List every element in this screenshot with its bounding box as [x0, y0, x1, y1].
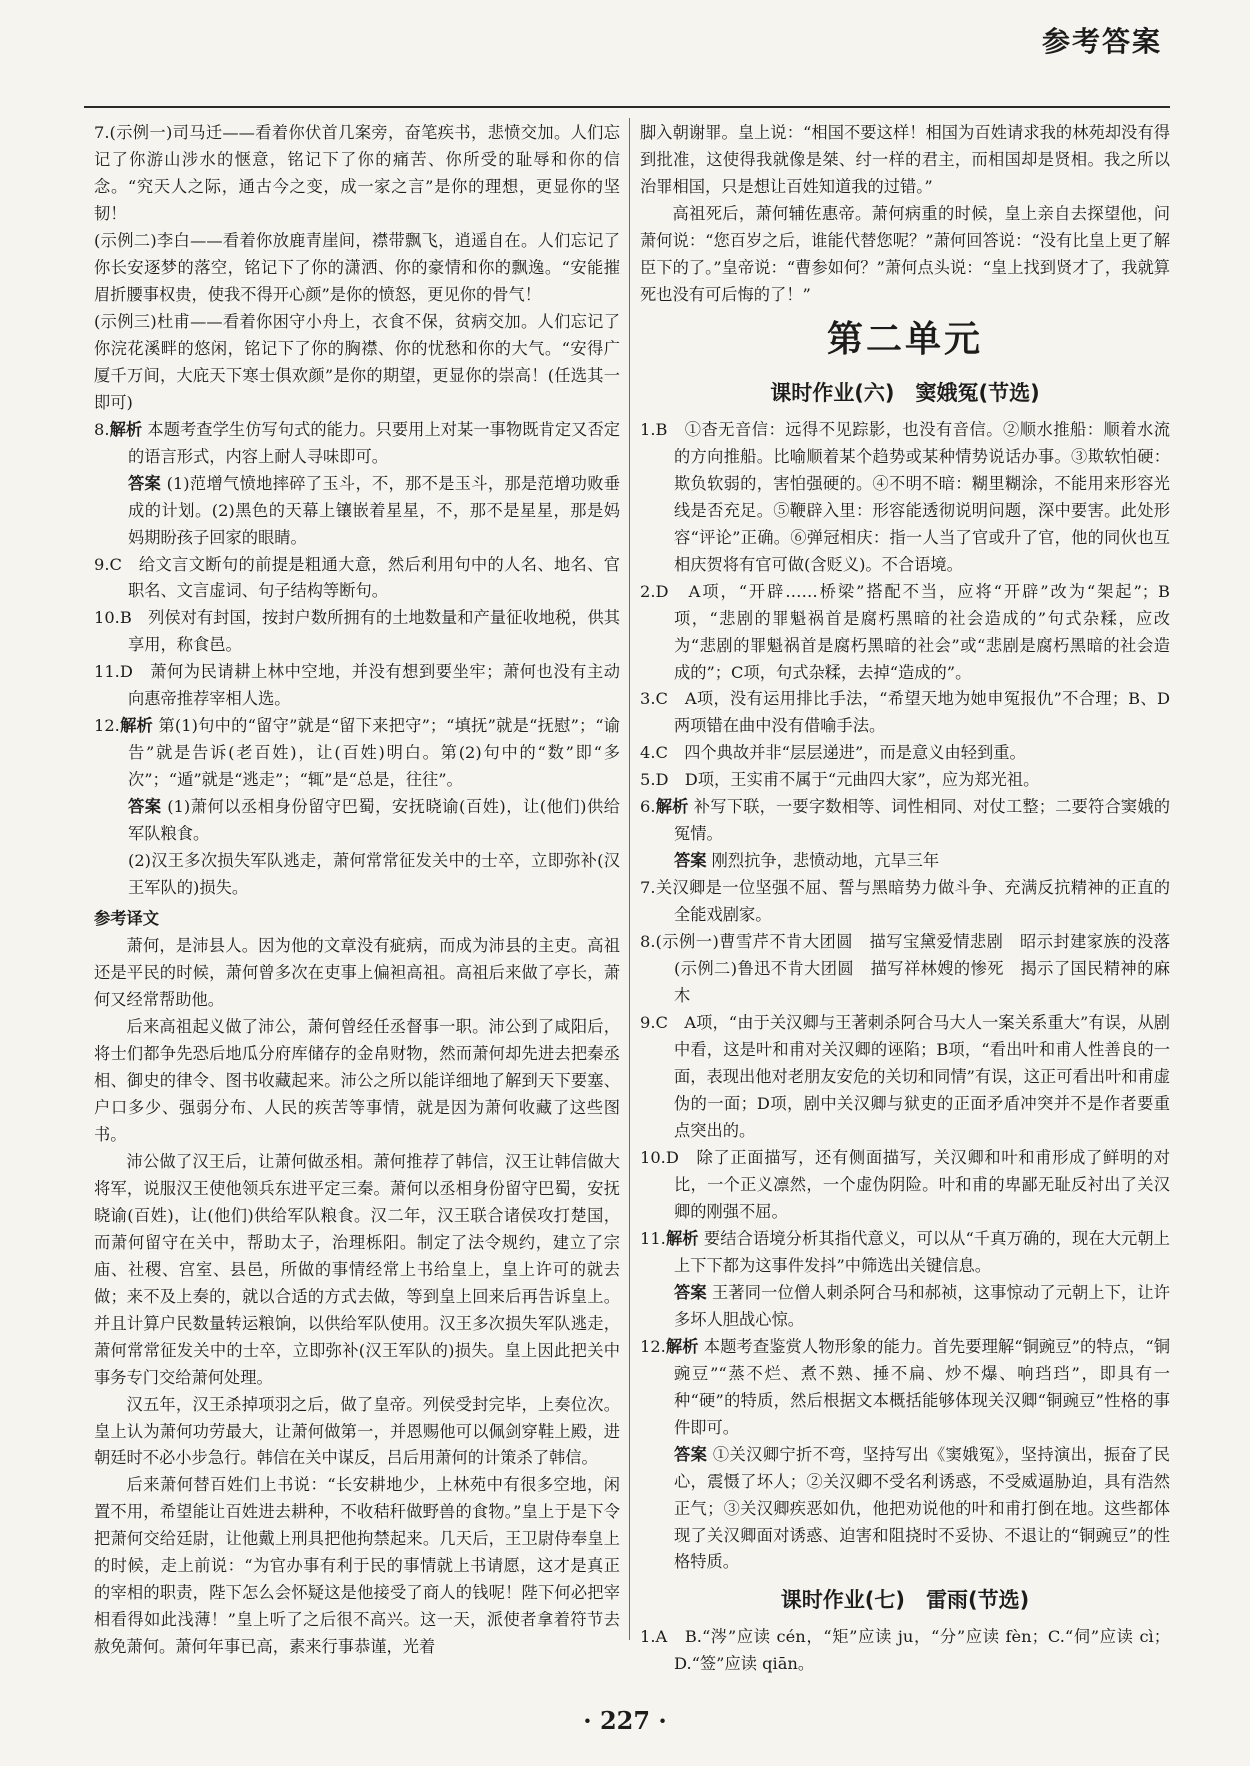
hw6-answer-3: 3.C A项，没有运用排比手法，“希望天地为她申冤报仇”不合理；B、D两项错在曲中没有借喻手法。 — [640, 689, 1170, 736]
analysis-label: 解析 — [655, 797, 689, 817]
analysis-label: 解析 — [665, 1228, 699, 1248]
hw6-answer-6-answer-text: 刚烈抗争，悲愤动地，亢旱三年 — [711, 851, 940, 871]
homework-7-title: 课时作业(七) 雷雨(节选) — [780, 1588, 1030, 1613]
answer-12-answer-2: (2)汉王多次损失军队逃走，萧何常常征发关中的士卒，立即弥补(汉王军队的)损失。 — [128, 851, 620, 898]
answer-8-answer — [94, 471, 620, 552]
hw6-answer-11-answer — [640, 1280, 1170, 1334]
hw6-answer-6-answer — [640, 848, 1170, 875]
answer-label: 答案 — [674, 1444, 708, 1464]
hw6-answer-6-analysis: 补写下联，一要字数相等、词性相同、对仗工整；二要符合窦娥的冤情。 — [674, 797, 1171, 844]
hw6-answer-12-answer — [640, 1442, 1170, 1577]
hw6-answer-6 — [640, 794, 1170, 848]
translation-paragraph: 高祖死后，萧何辅佐惠帝。萧何病重的时候，皇上亲自去探望他，问萧何说：“您百岁之后，谁能代替您呢？”萧何回答说：“没有比皇上更了解臣下的了。”皇帝说：“曹参如何？”萧何点头说：“皇上找到贤才了，我就算死也没有可后悔的了！” — [640, 203, 1170, 304]
hw6-answer-12-number: 12. — [640, 1336, 666, 1356]
answer-7-example-3: (示例三)杜甫——看着你困守小舟上，衣食不保，贫病交加。人们忘记了你浣花溪畔的悠闲，铭记下了你的胸襟、你的忧愁和你的大气。“安得广厦千万间，大庇天下寒士俱欢颜”是你的期望，更显你的崇高！(任选其一即可) — [94, 311, 620, 412]
page-header-title: 参考答案 — [1041, 25, 1162, 58]
translation-paragraph: 汉五年，汉王杀掉项羽之后，做了皇帝。列侯受封完毕，上奏位次。皇上认为萧何功劳最大，让萧何做第一，并恩赐他可以佩剑穿鞋上殿，进朝廷时不必小步急行。韩信在关中谋反，吕后用萧何的计策杀了韩信。 — [94, 1394, 620, 1468]
translation-paragraph: 后来萧何替百姓们上书说：“长安耕地少，上林苑中有很多空地，闲置不用，希望能让百姓进去耕种，不收秸秆做野兽的食物。”皇上于是下令把萧何交给廷尉，让他戴上刑具把他拘禁起来。几天后，王卫尉侍奉皇上的时候，走上前说：“为官办事有利于民的事情就上书请愿，这才是真正的宰相的职责，陛下怎么会怀疑这是他接受了商人的钱呢！陛下何必把宰相看得如此浅薄！”皇上听了之后很不高兴。这一天，派使者拿着符节去赦免萧何。萧何年事已高，素来行事恭谨，光着 — [94, 1475, 620, 1657]
analysis-label: 解析 — [119, 716, 154, 736]
translation-heading: 参考译文 — [94, 909, 159, 929]
answer-8-analysis: 本题考查学生仿写句式的能力。只要用上对某一事物既肯定又否定的语言形式，内容上耐人寻味即可。 — [128, 419, 621, 466]
analysis-label: 解析 — [109, 419, 143, 439]
answer-8 — [94, 417, 620, 471]
answer-7-example-2: (示例二)李白——看着你放鹿青崖间，襟带飘飞，逍遥自在。人们忘记了你长安逐梦的落空，铭记下了你的潇洒、你的豪情和你的飘逸。“安能摧眉折腰事权贵，使我不得开心颜”是你的愤怒，更见你的骨气！ — [94, 230, 620, 304]
hw6-answer-1: 1.B ①杳无音信：远得不见踪影，也没有音信。②顺水推船：顺着水流的方向推船。比喻顺着某个趋势或某种情势说话办事。③欺软怕硬：欺负软弱的，害怕强硬的。④不明不暗：糊里糊涂，不能用来形容光线是否充足。⑤鞭辟入里：形容能透彻说明问题，深中要害。此处形容“评论”正确。⑥弹冠相庆：指一人当了官或升了官，他的同伙也互相庆贺将有官可做(含贬义)。不合语境。 — [640, 419, 1170, 574]
hw6-answer-12-answer-text: ①关汉卿宁折不弯，坚持写出《窦娥冤》，坚持演出，振奋了民心，震慑了坏人；②关汉卿不受名利诱惑，不受威逼胁迫，具有浩然正气；③关汉卿疾恶如仇，他把劝说他的叶和甫打倒在地。这些都体现了关汉卿面对诱惑、迫害和阻挠时不妥协、不退让的“铜豌豆”的性格特质。 — [674, 1444, 1171, 1572]
answer-12-answer-1: (1)萧何以丞相身份留守巴蜀，安抚晓谕(百姓)，让(他们)供给军队粮食。 — [128, 797, 621, 844]
answer-12-analysis: 第(1)句中的“留守”就是“留下来把守”；“填抚”就是“抚慰”；“谕告”就是告诉(老百姓)，让(百姓)明白。第(2)句中的“数”即“多次”；“遁”就是“逃走”；“辄”是“总是，往往”。 — [128, 716, 620, 790]
answer-label: 答案 — [128, 473, 162, 493]
hw6-answer-8: 8.(示例一)曹雪芹不肯大团圆 描写宝黛爱情悲剧 昭示封建家族的没落 (示例二)鲁迅不肯大团圆 描写祥林嫂的惨死 揭示了国民精神的麻木 — [640, 932, 1187, 1006]
answer-label: 答案 — [674, 1282, 707, 1302]
answer-8-number: 8. — [94, 419, 110, 439]
hw6-answer-5: 5.D D项，王实甫不属于“元曲四大家”，应为郑光祖。 — [640, 770, 1040, 790]
header-rule — [84, 106, 1170, 108]
left-column — [94, 120, 620, 1661]
answer-10: 10.B 列侯对有封国，按封户数所拥有的土地数量和产量征收地税，供其享用，称食邑。 — [94, 608, 620, 655]
answer-11: 11.D 萧何为民请耕上林中空地，并没有想到要坐牢；萧何也没有主动向惠帝推荐宰相人选。 — [94, 662, 620, 709]
answer-12-answer — [94, 794, 620, 848]
hw6-answer-11-answer-text: 王著同一位僧人刺杀阿合马和郝祯，这事惊动了元朝上下，让许多坏人胆战心惊。 — [674, 1282, 1171, 1329]
hw6-answer-6-number: 6. — [640, 797, 656, 817]
answer-7-example-1: 7.(示例一)司马迁——看着你伏首几案旁，奋笔疾书，悲愤交加。人们忘记了你游山涉水的惬意，铭记下了你的痛苦、你所受的耻辱和你的信念。“究天人之际，通古今之变，成一家之言”是你的理想，更显你的坚韧！ — [94, 123, 620, 223]
hw6-answer-7: 7.关汉卿是一位坚强不屈、誓与黑暗势力做斗争、充满反抗精神的正直的全能戏剧家。 — [640, 878, 1170, 925]
hw6-answer-11 — [640, 1226, 1170, 1280]
column-divider — [629, 118, 630, 1640]
unit-title: 第二单元 — [826, 318, 983, 360]
hw6-answer-9: 9.C A项，“由于关汉卿与王著刺杀阿合马大人一案关系重大”有误，从剧中看，这是叶和甫对关汉卿的诬陷；B项，“看出叶和甫人性善良的一面，表现出他对老朋友安危的关切和同情”有误，这正可看出叶和甫虚伪的一面；D项，剧中关汉卿与狱吏的正面矛盾冲突并不是作者要重点突出的。 — [640, 1013, 1170, 1140]
answer-label: 答案 — [128, 797, 162, 817]
hw6-answer-11-number: 11. — [640, 1228, 666, 1248]
answer-label: 答案 — [674, 851, 707, 871]
hw6-answer-4: 4.C 四个典故并非“层层递进”，而是意义由轻到重。 — [640, 743, 1026, 763]
homework-6-title: 课时作业(六) 窦娥冤(节选) — [770, 380, 1040, 405]
page-number: · 227 · — [583, 1706, 667, 1735]
hw6-answer-12 — [640, 1334, 1170, 1442]
analysis-label: 解析 — [665, 1336, 699, 1356]
hw6-answer-12-analysis: 本题考查鉴赏人物形象的能力。首先要理解“铜豌豆”的特点，“铜豌豆”“蒸不烂、煮不熟、捶不扁、炒不爆、响珰珰”，即具有一种“硬”的特质，然后根据文本概括能够体现关汉卿“铜豌豆”性格的事件即可。 — [674, 1336, 1171, 1437]
translation-paragraph: 沛公做了汉王后，让萧何做丞相。萧何推荐了韩信，汉王让韩信做大将军，说服汉王使他领兵东进平定三秦。萧何以丞相身份留守巴蜀，安抚晓谕(百姓)，让(他们)供给军队粮食。汉二年，汉王联合诸侯攻打楚国，而萧何留守在关中，帮助太子，治理栎阳。制定了法令规约，建立了宗庙、社稷、宫室、县邑，所做的事情经常上书给皇上，皇上许可的就去做；来不及上奏的，就以合适的方式去做，等到皇上回来后再告诉皇上。并且计算户民数量转运粮饷，以供给军队使用。汉王多次损失军队逃走，萧何常常征发关中的士卒，立即弥补(汉王军队的)损失。皇上因此把关中事务专门交给萧何处理。 — [94, 1151, 620, 1387]
translation-paragraph: 脚入朝谢罪。皇上说：“相国不要这样！相国为百姓请求我的林苑却没有得到批准，这使得我就像是桀、纣一样的君主，而相国却是贤相。我之所以治罪相国，只是想让百姓知道我的过错。” — [640, 123, 1170, 196]
right-column — [640, 120, 1187, 1678]
hw6-answer-10: 10.D 除了正面描写，还有侧面描写，关汉卿和叶和甫形成了鲜明的对比，一个正义凛然，一个虚伪阴险。叶和甫的卑鄙无耻反衬出了关汉卿的刚强不屈。 — [640, 1147, 1170, 1221]
answer-9: 9.C 给文言文断句的前提是粗通大意，然后利用句中的人名、地名、官职名、文言虚词、句子结构等断句。 — [94, 554, 620, 601]
answer-8-answer-text: (1)范增气愤地摔碎了玉斗，不，那不是玉斗，那是范增功败垂成的计划。(2)黑色的天幕上镶嵌着星星，不，那不是星星，那是妈妈期盼孩子回家的眼睛。 — [128, 473, 621, 547]
answer-12-number: 12. — [94, 716, 120, 736]
answer-12 — [94, 713, 620, 794]
hw7-answer-1: 1.A B.“涔”应读 cén，“矩”应读 ju，“分”应读 fèn；C.“伺”应读 cì；D.“签”应读 qiān。 — [640, 1627, 1170, 1674]
hw6-answer-11-analysis: 要结合语境分析其指代意义，可以从“千真万确的，现在大元朝上上下下都为这事件发抖”中筛选出关键信息。 — [674, 1228, 1171, 1275]
translation-paragraph: 后来高祖起义做了沛公，萧何曾经任丞督事一职。沛公到了咸阳后，将士们都争先恐后地瓜分府库储存的金帛财物，然而萧何却先进去把秦丞相、御史的律令、图书收藏起来。沛公之所以能详细地了解到天下要塞、户口多少、强弱分布、人民的疾苦等事情，就是因为萧何收藏了这些图书。 — [94, 1016, 620, 1144]
translation-paragraph: 萧何，是沛县人。因为他的文章没有疵病，而成为沛县的主吏。高祖还是平民的时候，萧何曾多次在吏事上偏袒高祖。高祖后来做了亭长，萧何又经常帮助他。 — [94, 936, 620, 1009]
hw6-answer-2: 2.D A项，“开辟……桥梁”搭配不当，应将“开辟”改为“架起”；B项，“悲剧的罪魁祸首是腐朽黑暗的社会造成的”句式杂糅，应改为“悲剧的罪魁祸首是腐朽黑暗的社会”或“悲剧是腐朽黑暗的社会造成的”；C项，句式杂糅，去掉“造成的”。 — [640, 581, 1170, 682]
